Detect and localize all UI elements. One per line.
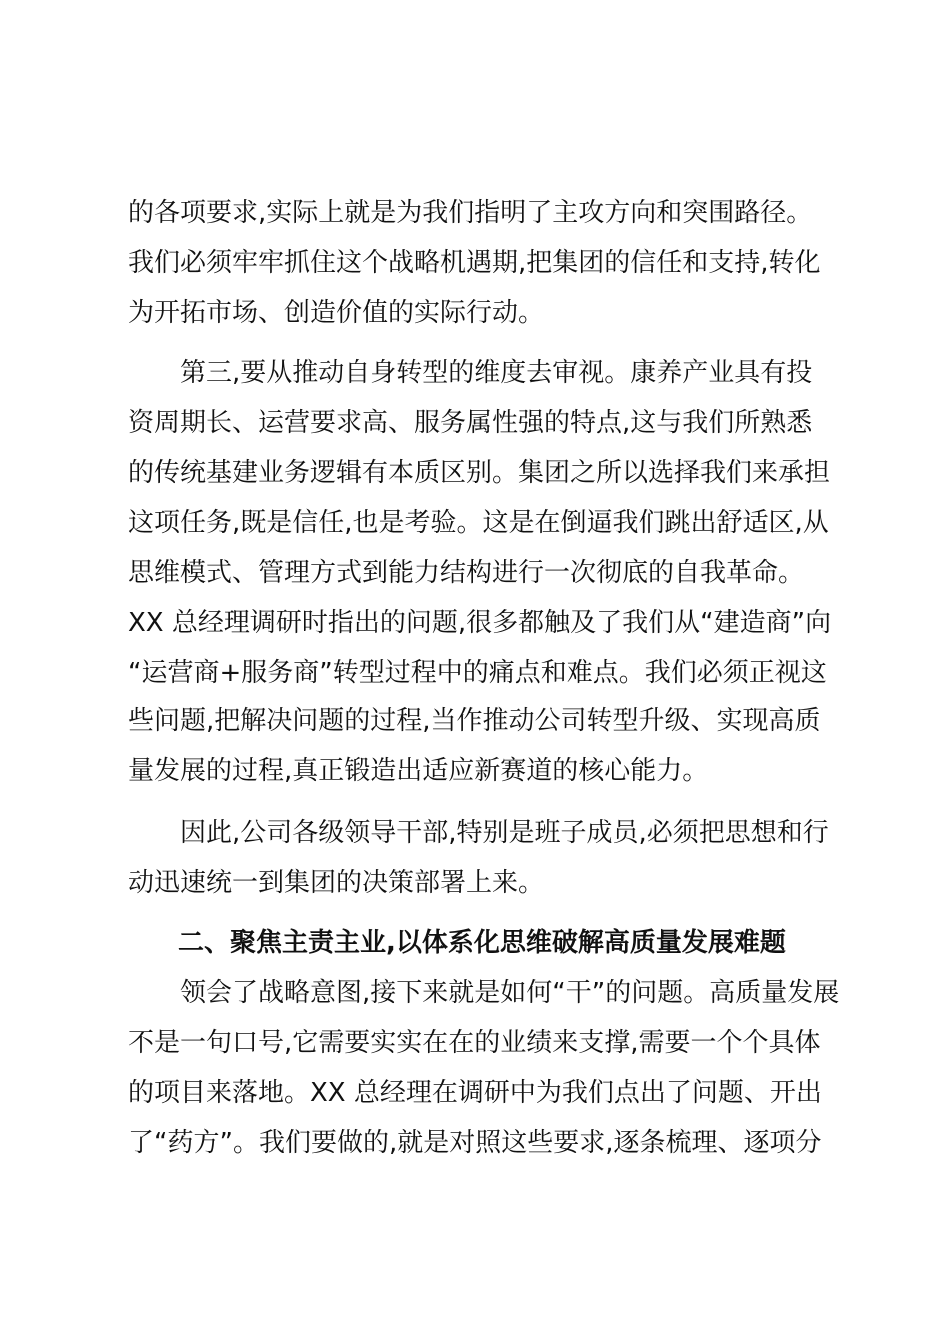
text-line: 量发展的过程,真正锻造出适应新赛道的核心能力。	[128, 756, 709, 786]
text-line: 的项目来落地。XX 总经理在调研中为我们点出了问题、开出	[128, 1078, 822, 1108]
text-line: “运营商+服务商”转型过程中的痛点和难点。我们必须正视这	[128, 658, 827, 688]
text-line: 因此,公司各级领导干部,特别是班子成员,必须把思想和行	[128, 818, 829, 848]
text-line: 的传统基建业务逻辑有本质区别。集团之所以选择我们来承担	[128, 458, 831, 488]
text-line: 我们必须牢牢抓住这个战略机遇期,把集团的信任和支持,转化	[128, 248, 821, 278]
text-line: 这项任务,既是信任,也是考验。这是在倒逼我们跳出舒适区,从	[128, 508, 829, 538]
text-line: XX 总经理调研时指出的问题,很多都触及了我们从“建造商”向	[128, 608, 832, 638]
text-line: 思维模式、管理方式到能力结构进行一次彻底的自我革命。	[128, 558, 805, 588]
text-line: 不是一句口号,它需要实实在在的业绩来支撑,需要一个个具体	[128, 1028, 821, 1058]
section-heading: 二、聚焦主责主业,以体系化思维破解高质量发展难题	[178, 928, 786, 958]
text-line: 些问题,把解决问题的过程,当作推动公司转型升级、实现高质	[128, 706, 821, 736]
text-line: 的各项要求,实际上就是为我们指明了主攻方向和突围路径。	[128, 198, 813, 228]
text-line: 资周期长、运营要求高、服务属性强的特点,这与我们所熟悉	[128, 408, 813, 438]
text-line: 领会了战略意图,接下来就是如何“干”的问题。高质量发展	[128, 978, 840, 1008]
text-line: 动迅速统一到集团的决策部署上来。	[128, 868, 545, 898]
text-line: 了“药方”。我们要做的,就是对照这些要求,逐条梳理、逐项分	[128, 1128, 822, 1158]
text-line: 第三,要从推动自身转型的维度去审视。康养产业具有投	[128, 358, 813, 388]
text-line: 为开拓市场、创造价值的实际行动。	[128, 298, 545, 328]
